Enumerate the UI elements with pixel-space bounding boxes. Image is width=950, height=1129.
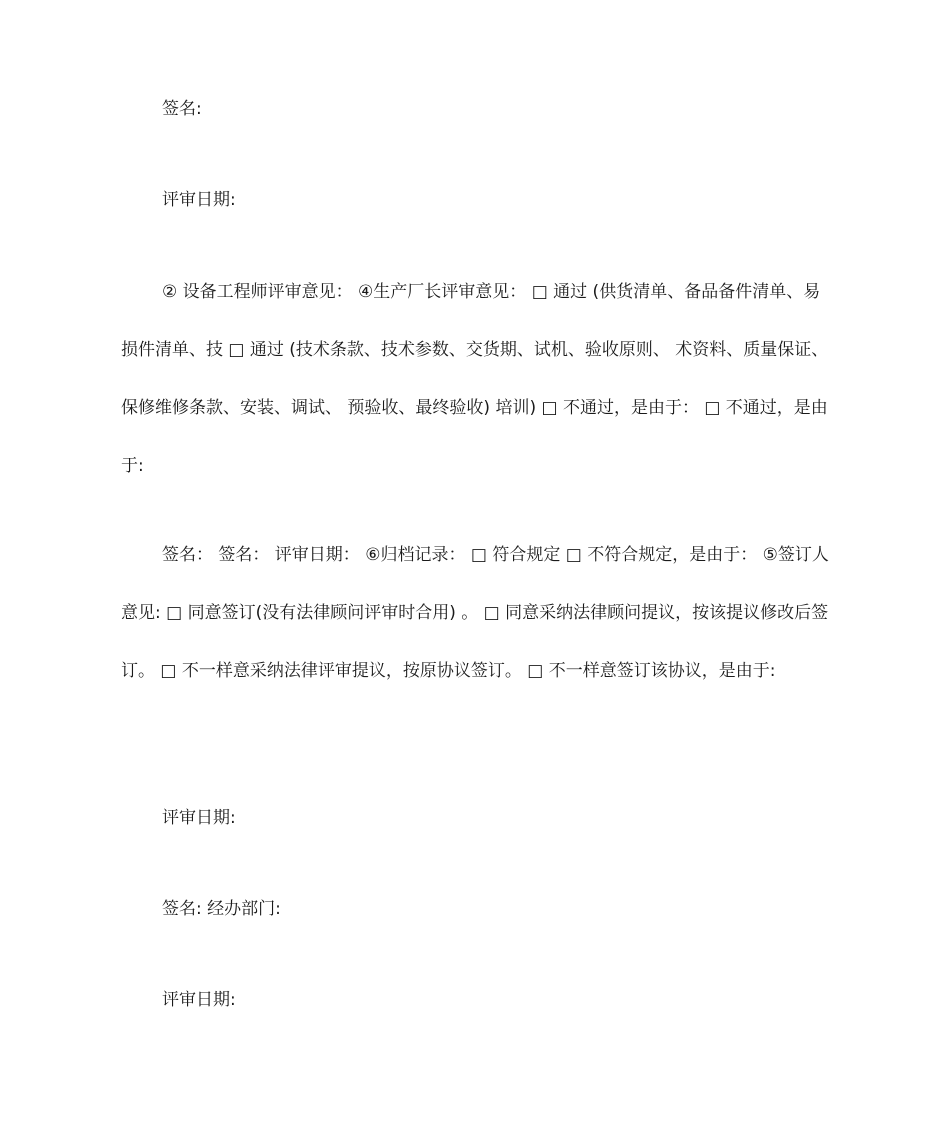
signature-department-label: 签名: 经办部门: xyxy=(162,899,281,919)
engineer-and-director-review-paragraph: ② 设备工程师评审意见： ④生产厂长评审意见： □ 通过 (供货清单、备品备件清单、易损件清单、技 □ 通过 (技术条款、技术参数、交货期、试机、验收原则、 术资料、质量保证、保修维修条款、安装、调试、 预验收、最终验收) 培训) □ 不通过，是由于： □ 不通过，是由于: xyxy=(121,282,829,476)
archive-and-signer-opinion-paragraph: 签名： 签名： 评审日期： ⑥归档记录： □ 符合规定 □ 不符合规定，是由于： ⑤签订人意见: □ 同意签订(没有法律顾问评审时合用) 。 □ 同意采纳法律顾问提议，按该提议修改后签订。 □ 不一样意采纳法律评审提议，按原协议签订。 □ 不一样意签订该协议，是由于: xyxy=(121,545,829,681)
review-date-label: 评审日期: xyxy=(162,190,236,210)
review-date-label: 评审日期: xyxy=(162,808,236,828)
review-date-label: 评审日期: xyxy=(162,990,236,1010)
signature-label: 签名: xyxy=(162,99,202,119)
